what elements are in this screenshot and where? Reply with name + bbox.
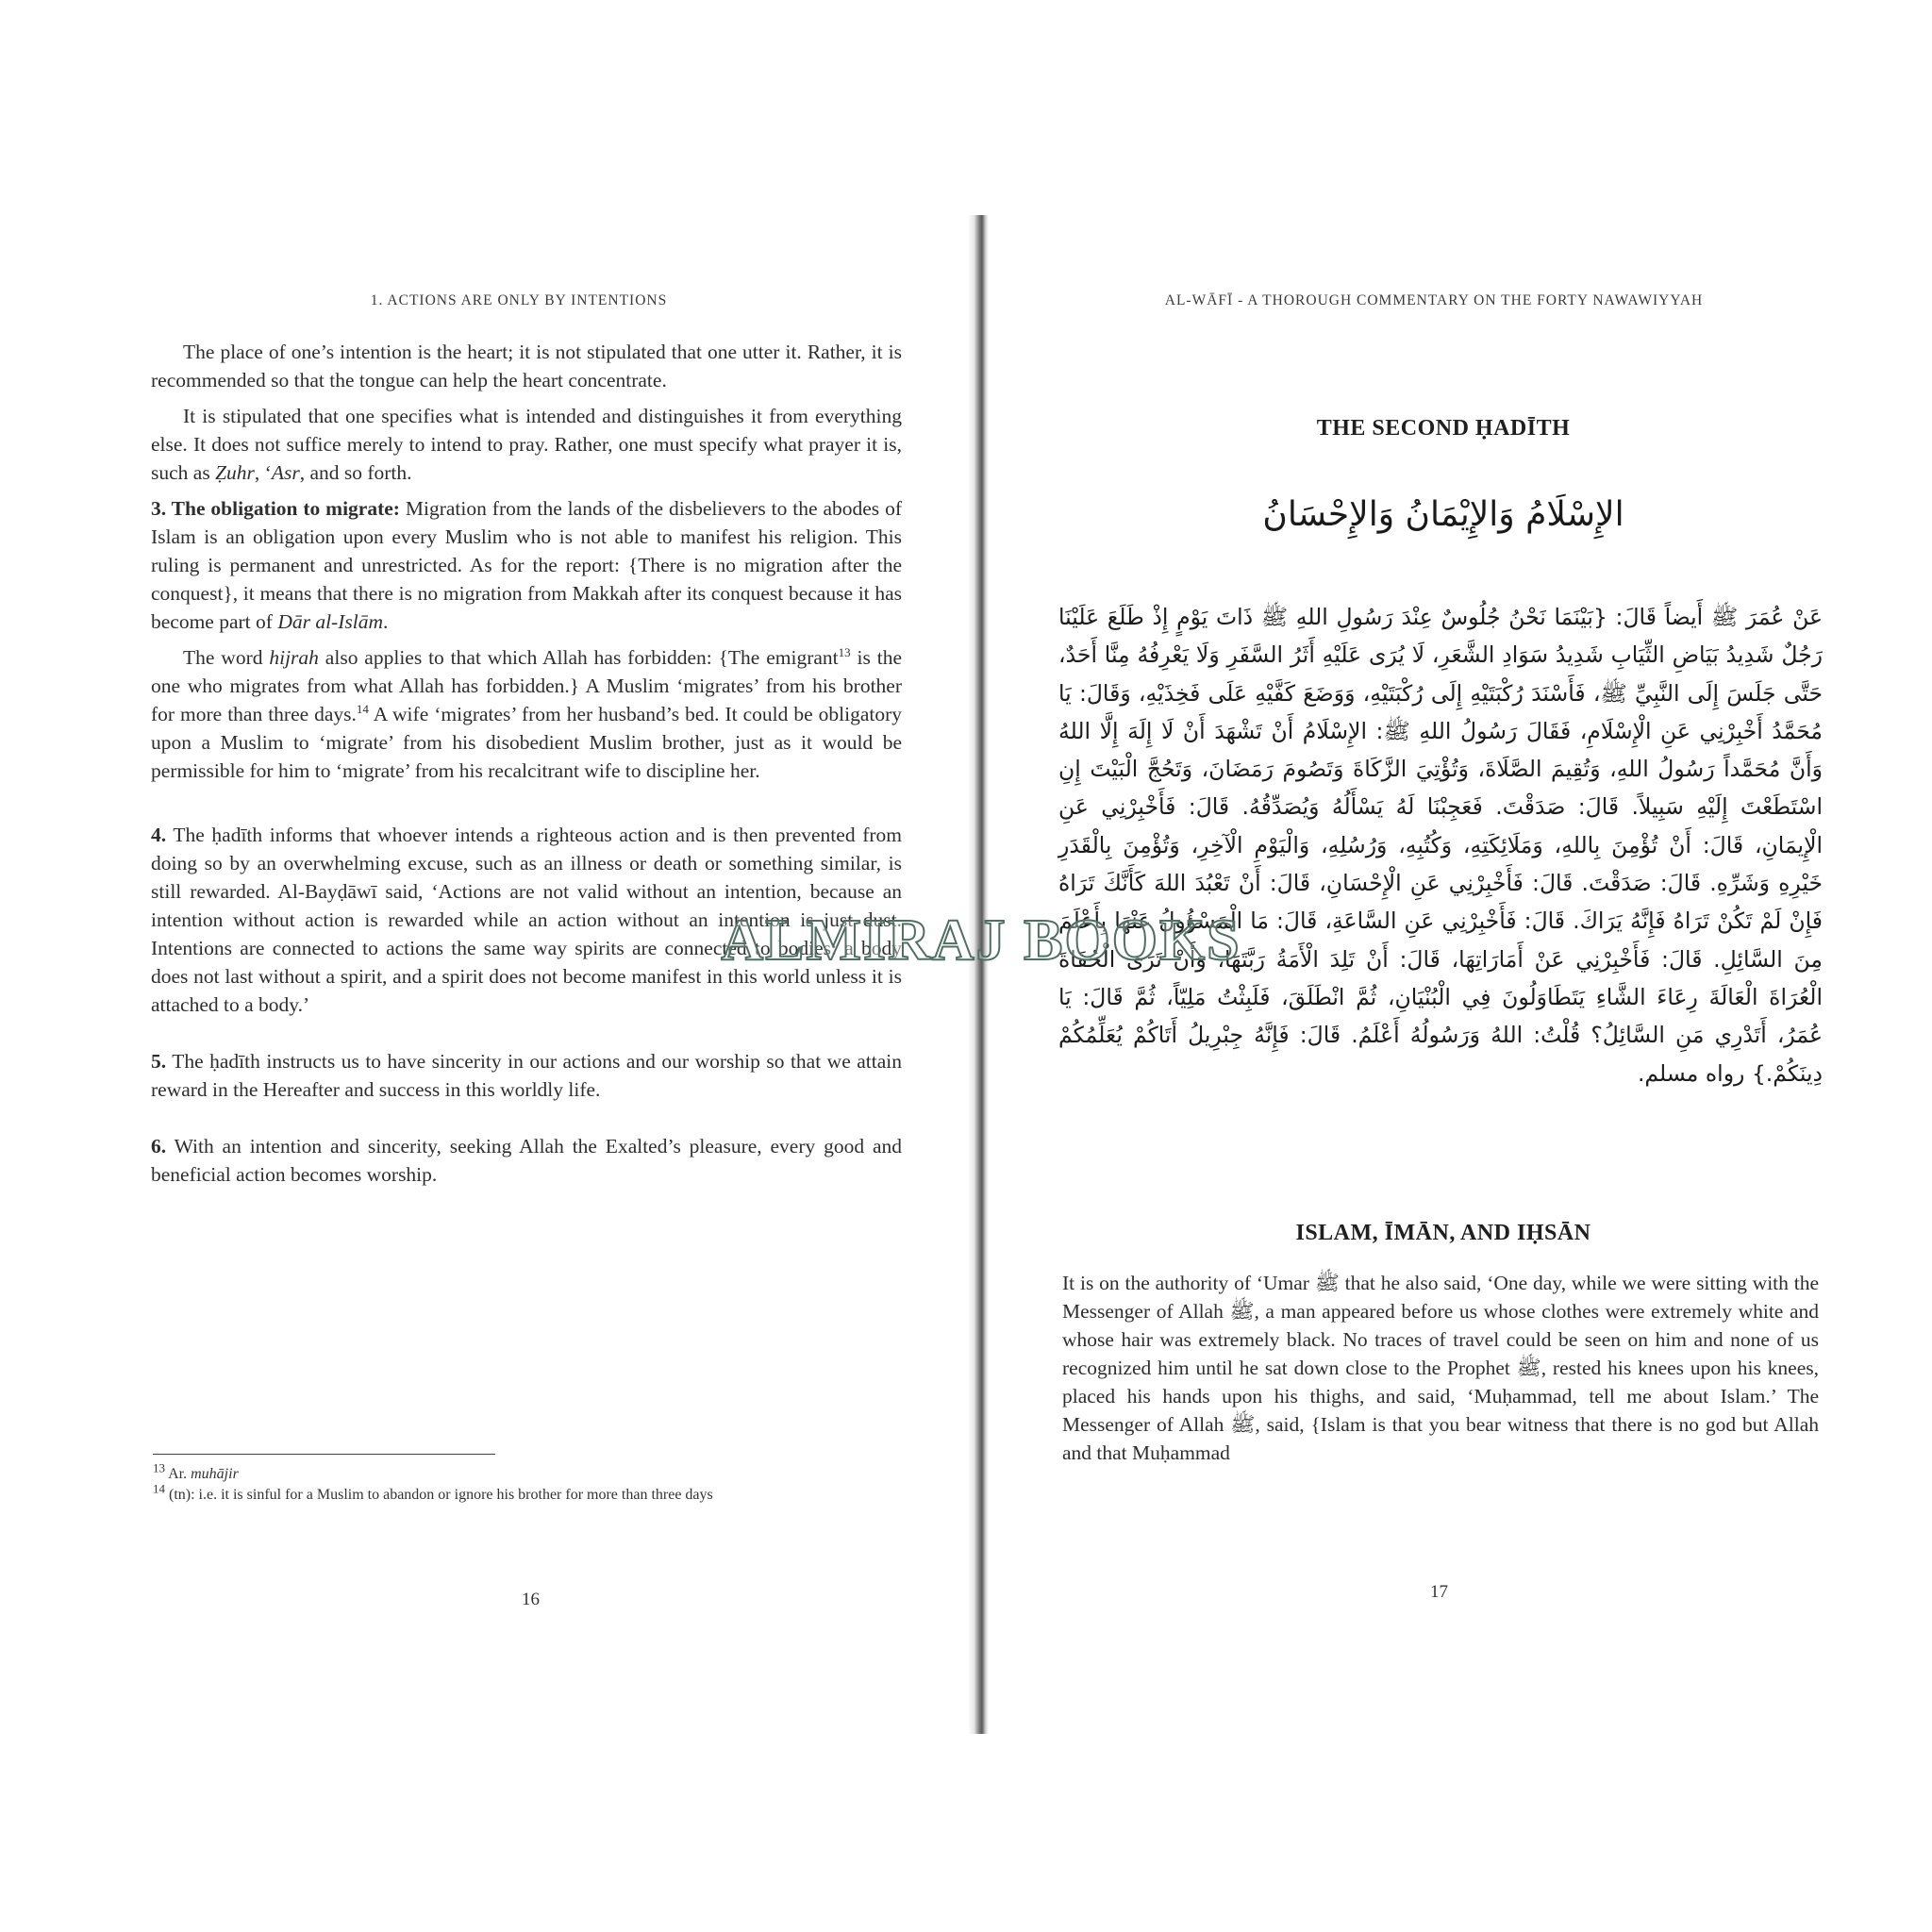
paragraph-point-5: 5. The ḥadīth instructs us to have sincerity in our actions and our worship so that we attain reward in the Hereafter and success in this worldly life.: [151, 1050, 902, 1101]
footnote-13: $^{13}$ Ar. muhājir: [153, 1460, 239, 1482]
arabic-title: الإِسْلَامُ وَالإِيْمَانُ وَالإِحْسَانُ: [1262, 495, 1624, 534]
paragraph-intention-place: The place of one’s intention is the heart; it is not stipulated that one utter it. Rather, it is recommended so that the tongue can help the heart concentrate.: [151, 341, 902, 391]
watermark-logo: ALMIRAJ BOOKS: [721, 908, 1241, 973]
arabic-hadith-text: عَنْ عُمَرَ ﷺ أَيضاً قَالَ: {بَيْنَمَا نَحْنُ جُلُوسٌ عِنْدَ رَسُولِ اللهِ ﷺ ذَاتَ يَوْمٍ إِذْ طَلَعَ عَلَيْنَا رَجُلٌ شَدِيدُ بَيَاضِ الثِّيَابِ شَدِيدُ سَوَادِ الشَّعَرِ، لَا يُرَى عَلَيْهِ أَثَرُ السَّفَرِ وَلَا يَعْرِفُهُ مِنَّا أَحَدٌ، حَتَّى جَلَسَ إِلَى النَّبِيِّ ﷺ، فَأَسْنَدَ رُكْبَتَيْهِ إِلَى رُكْبَتَيْهِ، وَوَضَعَ كَفَّيْهِ عَلَى فَخِذَيْهِ، وَقَالَ: يَا مُحَمَّدُ أَخْبِرْنِي عَنِ الْإِسْلَامِ، فَقَالَ رَسُولُ اللهِ ﷺ: الإِسْلَامُ أَنْ تَشْهَدَ أَنْ لَا إِلَهَ إِلَّا اللهُ وَأَنَّ مُحَمَّداً رَسُولُ اللهِ، وَتُقِيمَ الصَّلَاةَ، وَتُؤْتِيَ الزَّكَاةَ وَتَصُومَ رَمَضَانَ، وَتَحُجَّ الْبَيْتَ إِنِ اسْتَطَعْتَ إِلَيْهِ سَبِيلاً. قَالَ: صَدَقْتَ. فَعَجِبْنَا لَهُ يَسْأَلُهُ وَيُصَدِّقُهُ. قَالَ: فَأَخْبِرْنِي عَنِ الْإِيمَانِ، قَالَ: أَنْ تُؤْمِنَ بِاللهِ، وَمَلَائِكَتِهِ، وَكُتُبِهِ، وَرُسُلِهِ، وَالْيَوْمِ الْآخِرِ، وَتُؤْمِنَ بِالْقَدَرِ خَيْرِهِ وَشَرِّهِ. قَالَ: صَدَقْتَ. قَالَ: فَأَخْبِرْنِي عَنِ الْإِحْسَانِ، قَالَ: أَنْ تَعْبُدَ اللهَ كَأَنَّكَ تَرَاهُ فَإِنْ لَمْ تَكُنْ تَرَاهُ فَإِنَّهُ يَرَاكَ. قَالَ: فَأَخْبِرْنِي عَنِ السَّاعَةِ، قَالَ: مَا الْمَسْؤُولُ عَنْهَا بِأَعْلَمَ مِنَ السَّائِلِ. قَالَ: فَأَخْبِرْنِي عَنْ أَمَارَاتِهَا، قَالَ: أَنْ تَلِدَ الْأَمَةُ رَبَّتَهَا، وَأَنْ تَرَى الْحُفَاةَ الْعُرَاةَ الْعَالَةَ رِعَاءَ الشَّاءِ يَتَطَاوَلُونَ فِي الْبُنْيَانِ، ثُمَّ انْطَلَقَ، فَلَبِثْتُ مَلِيّاً، ثُمَّ قَالَ: يَا عُمَرُ، أَتَدْرِي مَنِ السَّائِلُ؟ قُلْتُ: اللهُ وَرَسُولُهُ أَعْلَمُ. قَالَ: فَإِنَّهُ جِبْرِيلُ أَتَاكُمْ يُعَلِّمُكُمْ دِينَكُمْ.} رواه مسلم.: [1058, 604, 1823, 1087]
point-4-label: 4.: [151, 824, 167, 846]
paragraph-hijrah: The word hijrah also applies to that which Allah has forbidden: {The emigrant$^{13}$ is the one who migrates from what Allah has forbidden.} A Muslim ‘migrates’ from his brother for more than three days.$^{14}$ A wife ‘migrates’ from her husband’s bed. It could be obligatory upon a Muslim to ‘migrate’ from his disobedient Muslim brother, just as it would be permissible for him to ‘migrate’ from his recalcitrant wife to discipline her.: [151, 644, 902, 782]
footnote-ref-13: 13: [838, 644, 851, 659]
footnote-divider: [153, 1454, 495, 1455]
point-5-label: 5.: [151, 1050, 167, 1073]
right-running-head: AL-WĀFĪ - A THOROUGH COMMENTARY ON THE FORTY NAWAWIYYAH: [1164, 292, 1704, 308]
footnote-14: $^{14}$ (tn): i.e. it is sinful for a Muslim to abandon or ignore his brother for more than three days: [153, 1481, 713, 1503]
point-6-label: 6.: [151, 1135, 167, 1158]
point-3-label: 3. The obligation to migrate:: [151, 497, 400, 520]
book-gutter: [968, 215, 989, 1734]
left-body-text: [151, 338, 902, 1196]
paragraph-specify-intention: It is stipulated that one specifies what is intended and distinguishes it from everything else. It does not suffice merely to intend to pray. Rather, one must specify what prayer it is, such as Ẓuhr, ‘Asr, and so forth.: [151, 405, 902, 484]
footnotes: [153, 1460, 908, 1506]
paragraph-point-6: 6. With an intention and sincerity, seeking Allah the Exalted’s pleasure, every good and beneficial action becomes worship.: [151, 1135, 902, 1186]
section-heading: ISLAM, ĪMĀN, AND IḤSĀN: [1295, 1221, 1591, 1245]
chapter-heading: THE SECOND ḤADĪTH: [1316, 416, 1571, 441]
footnote-ref-14: 14: [356, 701, 369, 716]
paragraph-translation: It is on the authority of ‘Umar ﷺ that he also said, ‘One day, while we were sitting with the Messenger of Allah ﷺ, a man appeared before us whose clothes were extremely white and whose hair was extremely black. No traces of travel could be seen on him and none of us recognized him until he sat down close to the Prophet ﷺ, rested his knees upon his knees, placed his hands upon his thighs, and said, ‘Muḥammad, tell me about Islam.’ The Messenger of Allah ﷺ, said, {Islam is that you bear witness that there is no god but Allah and that Muḥammad: [1062, 1272, 1820, 1464]
page-number-left: 16: [522, 1590, 540, 1609]
page-number-right: 17: [1430, 1582, 1448, 1602]
paragraph-obligation-migrate: 3. The obligation to migrate: Migration from the lands of the disbelievers to the abodes of Islam is an obligation upon every Muslim who is not able to manifest his religion. This ruling is permanent and unrestricted. As for the report: {There is no migration after the conquest}, it means that there is no migration from Makkah after its conquest because it has become part of Dār al-Islām.: [151, 497, 902, 633]
left-running-head: 1. ACTIONS ARE ONLY BY INTENTIONS: [370, 292, 668, 308]
paragraph-point-4: 4. The ḥadīth informs that whoever intends a righteous action and is then prevented from doing so by an overwhelming excuse, such as an illness or death or something similar, is still rewarded. Al-Bayḍāwī said, ‘Actions are not valid without an intention, because an intention without action is rewarded while an action without an intention is just dust. Intentions are connected to actions the same way spirits are connected to bodies: a body does not last without a spirit, and a spirit does not become manifest in this world unless it is attached to a body.’: [151, 824, 902, 1016]
right-body-text: [1062, 1269, 1819, 1467]
